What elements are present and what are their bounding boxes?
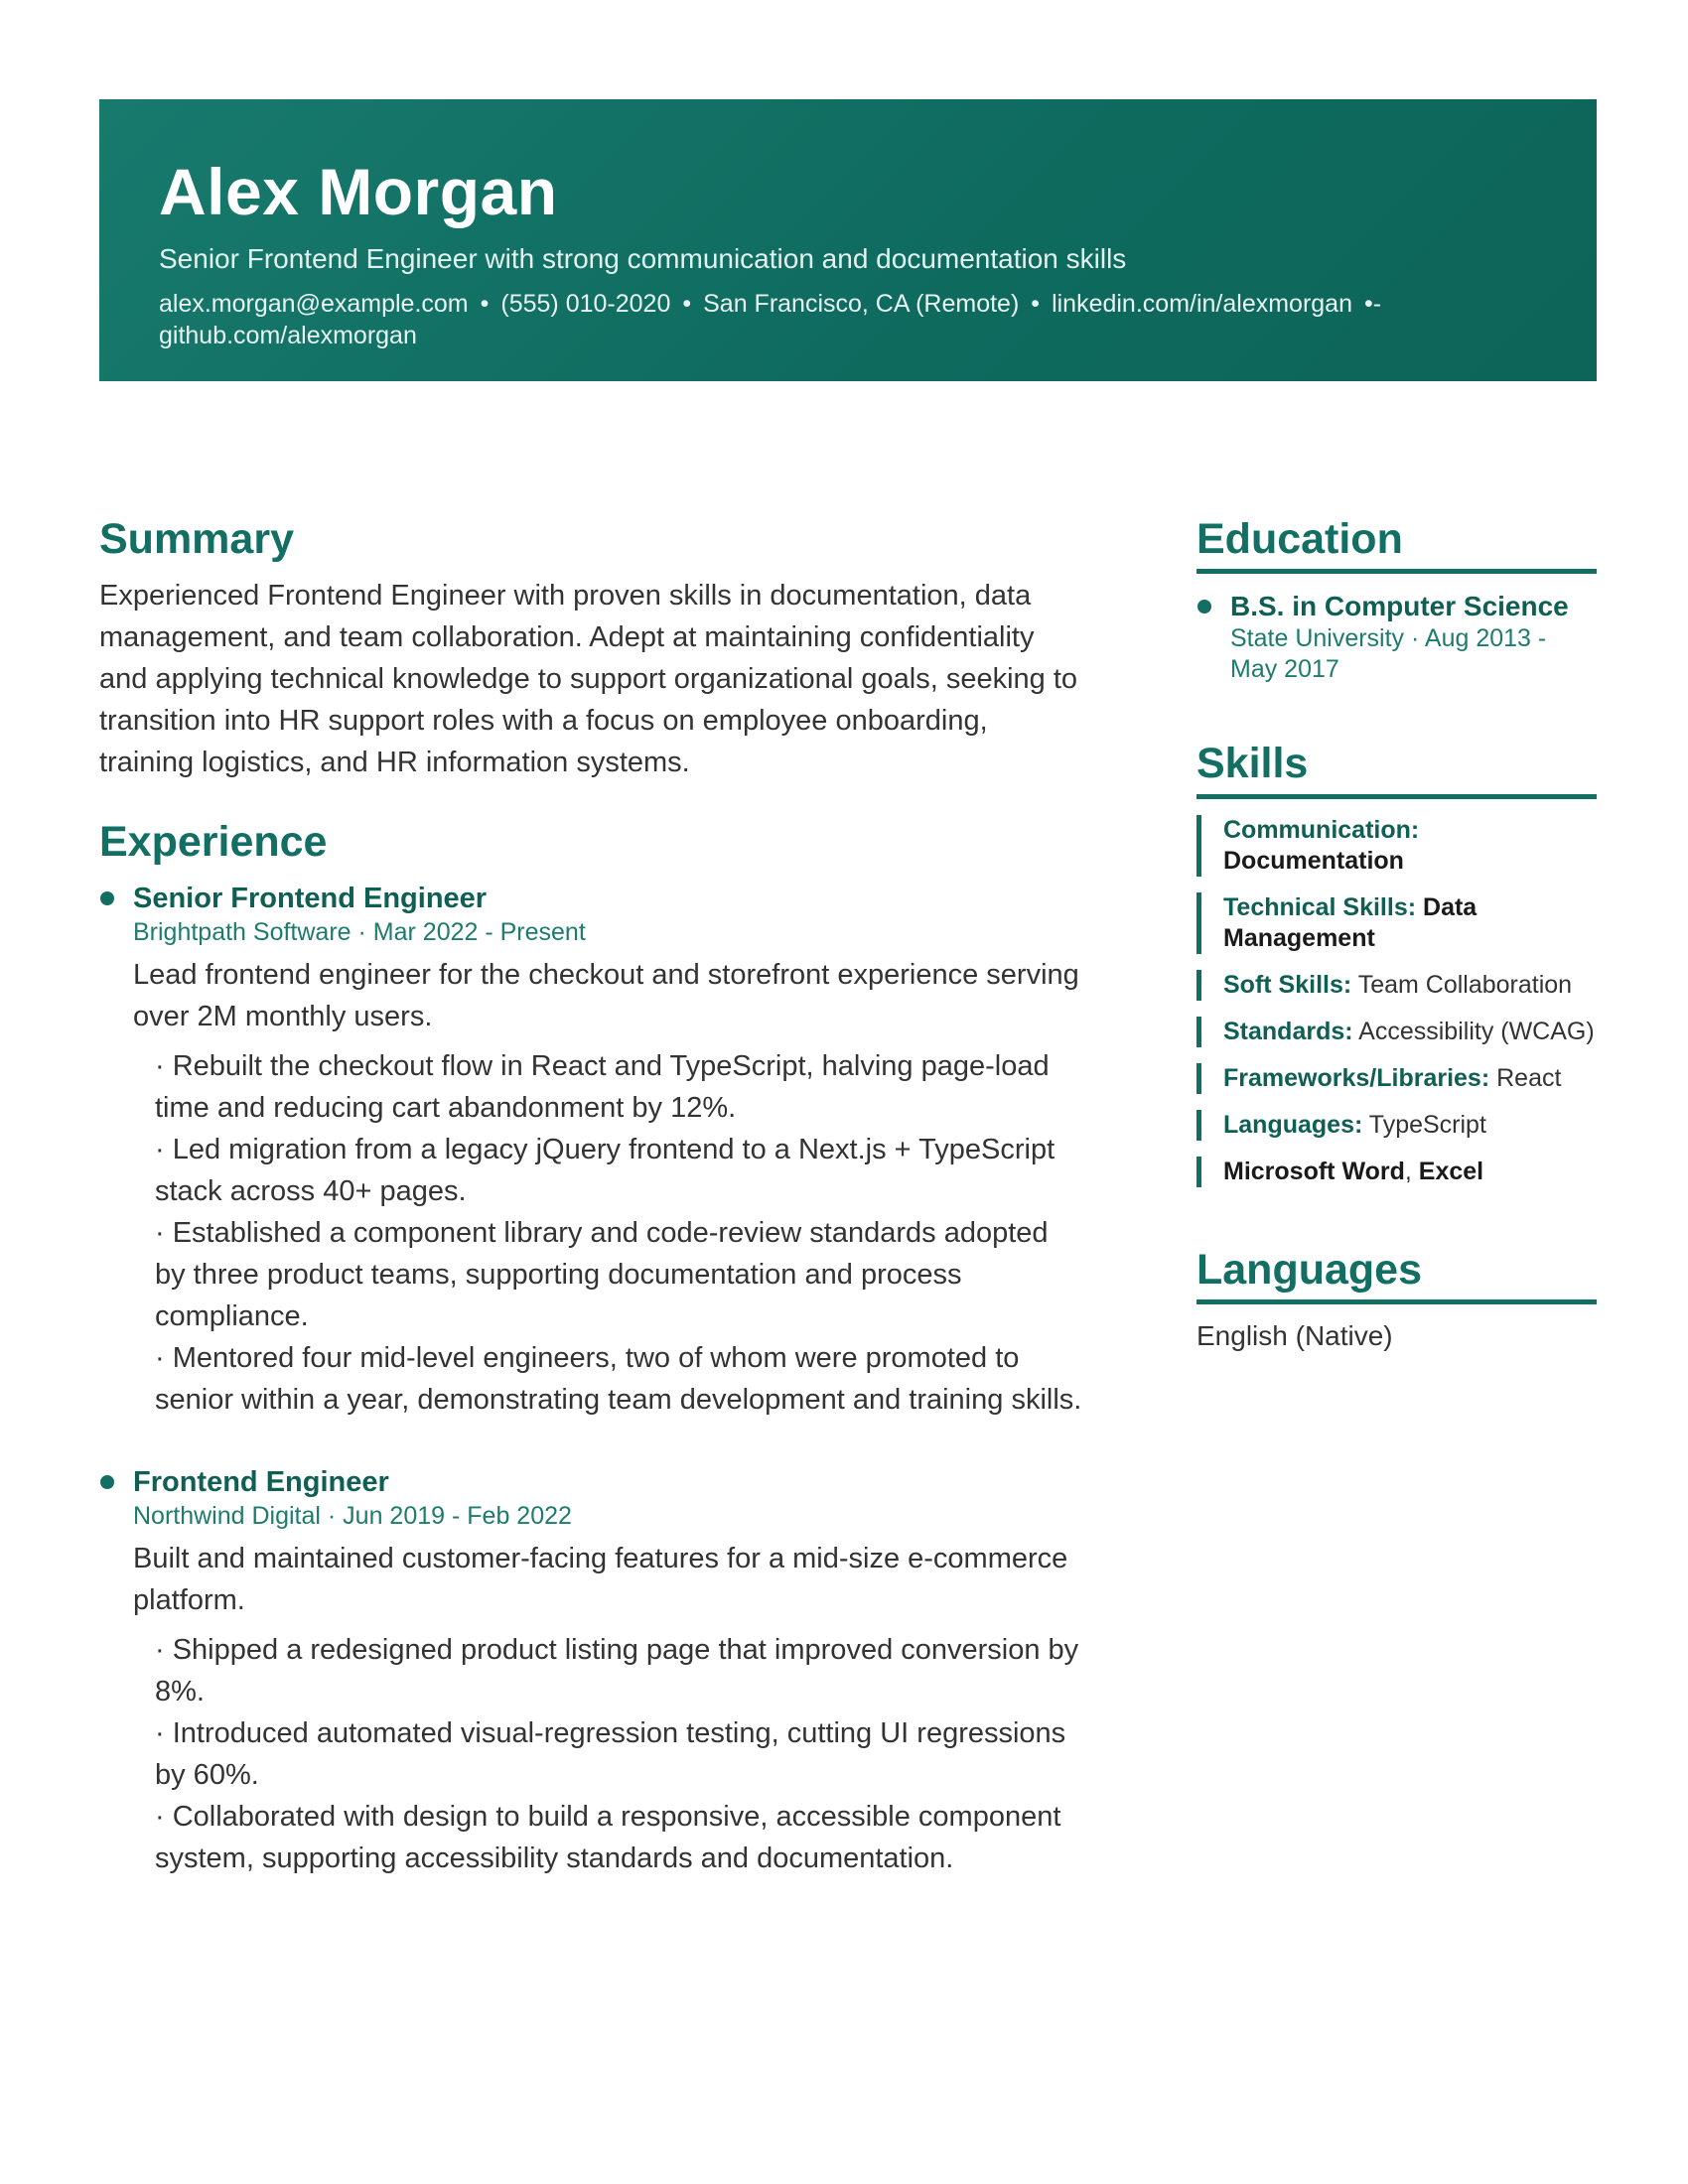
languages-title: Languages <box>1196 1247 1597 1304</box>
bullet-dot-icon <box>100 1475 114 1489</box>
skill-item <box>1196 892 1597 954</box>
job-description: Lead frontend engineer for the checkout and storefront experience serving over 2M monthly users. <box>133 958 1079 1032</box>
contact-separator: • <box>480 289 490 318</box>
skill-value: React <box>1496 1063 1562 1092</box>
skill-value: Documentation <box>1223 846 1404 875</box>
candidate-tagline: Senior Frontend Engineer with strong communication and documentation skills <box>159 243 1127 274</box>
skill-label: Languages: <box>1223 1110 1363 1139</box>
job-entry <box>99 1464 1082 1879</box>
skill-value: Microsoft Word <box>1223 1157 1405 1185</box>
skill-item <box>1196 1017 1597 1047</box>
sidebar-column <box>1196 516 1597 1354</box>
contact-location: San Francisco, CA (Remote) <box>703 289 1020 318</box>
skill-value: Team Collaboration <box>1357 970 1573 999</box>
skill-item <box>1196 815 1597 877</box>
skill-value: Accessibility (WCAG) <box>1358 1017 1595 1045</box>
skill-value: Excel <box>1418 1157 1484 1185</box>
job-bullet: · Rebuilt the checkout flow in React and TypeScript, halving page-load time and reducing cart abandonment by 12%. <box>155 1049 1050 1124</box>
job-bullet: · Shipped a redesigned product listing page that improved conversion by 8%. <box>155 1633 1079 1707</box>
candidate-name: Alex Morgan <box>159 155 558 228</box>
contact-phone[interactable]: (555) 010-2020 <box>500 289 671 318</box>
contact-email[interactable]: alex.morgan@example.com <box>159 289 469 318</box>
education-degree: B.S. in Computer Science <box>1230 591 1569 622</box>
contact-separator: • <box>1031 289 1041 318</box>
job-title: Frontend Engineer <box>133 1465 389 1498</box>
languages-text: English (Native) <box>1196 1319 1393 1351</box>
skill-value: Data Management <box>1223 892 1477 952</box>
summary-text: Experienced Frontend Engineer with proven skills in documentation, data management, and team collaboration. Adept at maintaining confidentiality and applying technical knowledge to support organizational goals, seeking to transition into HR support roles with a focus on employee onboarding, training logistics, and HR information systems. <box>99 580 1078 779</box>
job-meta: Brightpath Software · Mar 2022 - Present <box>133 917 586 946</box>
skill-label: Communication: <box>1223 815 1420 844</box>
header-banner <box>99 99 1597 381</box>
skill-label: Technical Skills: <box>1223 892 1417 921</box>
skill-label: Frameworks/Libraries: <box>1223 1063 1490 1092</box>
summary-title: Summary <box>99 515 294 563</box>
experience-title: Experience <box>99 818 328 867</box>
job-entry <box>99 881 1082 1421</box>
job-bullets <box>133 1629 1082 1879</box>
contact-linkedin[interactable]: linkedin.com/in/alexmorgan <box>1052 289 1352 318</box>
education-meta: State University · Aug 2013 - May 2017 <box>1230 624 1547 684</box>
job-title: Senior Frontend Engineer <box>133 882 488 914</box>
job-description: Built and maintained customer-facing features for a mid-size e-commerce platform. <box>133 1542 1068 1616</box>
main-column <box>99 516 1082 1879</box>
skill-label: Standards: <box>1223 1017 1353 1045</box>
education-list <box>1196 590 1597 685</box>
skill-item <box>1196 1110 1597 1141</box>
job-bullets <box>133 1045 1082 1421</box>
skill-item <box>1196 1157 1597 1187</box>
contact-separator: •- <box>1364 289 1382 318</box>
education-title: Education <box>1196 516 1597 574</box>
skill-value: TypeScript <box>1368 1110 1486 1139</box>
skill-item <box>1196 970 1597 1001</box>
job-bullet: · Collaborated with design to build a responsive, accessible component system, supporting accessibility standards and documentation. <box>155 1800 1061 1874</box>
contact-line <box>159 288 1549 351</box>
contact-github[interactable]: github.com/alexmorgan <box>159 321 417 349</box>
skill-joiner: , <box>1404 1157 1419 1185</box>
job-bullet: · Mentored four mid-level engineers, two of whom were promoted to senior within a year, demonstrating team development and training skills. <box>155 1341 1082 1416</box>
job-bullet: · Established a component library and code-review standards adopted by three product teams, supporting documentation and process compliance. <box>155 1216 1049 1332</box>
skills-list <box>1196 815 1597 1187</box>
education-entry <box>1196 590 1597 685</box>
experience-list <box>99 881 1082 1879</box>
bullet-dot-icon <box>1197 600 1211 614</box>
skills-title: Skills <box>1196 741 1597 798</box>
contact-separator: • <box>682 289 692 318</box>
bullet-dot-icon <box>100 891 114 905</box>
job-bullet: · Introduced automated visual-regression testing, cutting UI regressions by 60%. <box>155 1716 1066 1791</box>
skill-item <box>1196 1063 1597 1094</box>
skill-label: Soft Skills: <box>1223 970 1352 999</box>
job-meta: Northwind Digital · Jun 2019 - Feb 2022 <box>133 1501 572 1530</box>
job-bullet: · Led migration from a legacy jQuery frontend to a Next.js + TypeScript stack across 40+ pages. <box>155 1133 1055 1207</box>
